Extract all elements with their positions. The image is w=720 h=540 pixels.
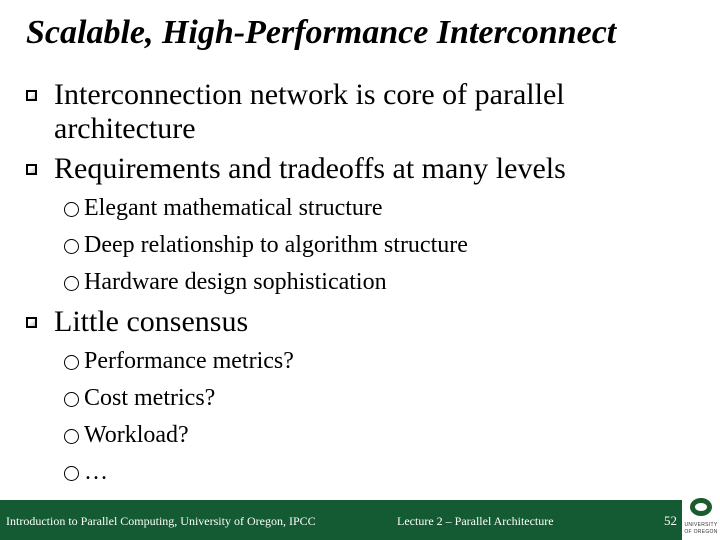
circle-bullet-icon — [64, 392, 79, 407]
slide-title: Scalable, High-Performance Interconnect — [26, 14, 617, 51]
footer-course-text: Introduction to Parallel Computing, University of Oregon, IPCC — [6, 514, 316, 528]
sub-bullet-item — [64, 457, 108, 487]
page-number: 52 — [664, 513, 677, 528]
sub-bullet-text: Cost metrics? — [84, 385, 216, 411]
square-bullet-icon — [26, 305, 54, 339]
sub-bullet-text: Workload? — [84, 422, 189, 448]
sub-bullet-text: Elegant mathematical structure — [84, 195, 383, 221]
circle-bullet-icon — [64, 239, 79, 254]
university-logo — [682, 494, 720, 540]
sub-bullet-item — [64, 346, 294, 376]
bullet-text: Little consensus — [54, 305, 249, 338]
bullet-text: Interconnection network is core of parallel architecture — [54, 78, 565, 145]
logo-text-line1: UNIVERSITY — [684, 522, 718, 528]
logo-text-line2: OF OREGON — [684, 529, 718, 535]
sub-bullet-item — [64, 420, 189, 450]
bullet-item — [26, 152, 666, 186]
circle-bullet-icon — [64, 202, 79, 217]
sub-bullet-text: Hardware design sophistication — [84, 269, 387, 295]
bullet-item — [26, 305, 666, 339]
sub-bullet-item — [64, 383, 215, 413]
bullet-item — [26, 78, 626, 146]
sub-bullet-item — [64, 230, 468, 260]
bullet-text: Requirements and tradeoffs at many levels — [54, 152, 566, 185]
oregon-o-icon — [690, 498, 712, 516]
sub-bullet-text: Performance metrics? — [84, 348, 294, 374]
square-bullet-icon — [26, 78, 54, 112]
sub-bullet-item — [64, 193, 383, 223]
footer-bar — [0, 500, 682, 540]
sub-bullet-item — [64, 267, 387, 297]
circle-bullet-icon — [64, 276, 79, 291]
sub-bullet-text: … — [84, 459, 108, 485]
circle-bullet-icon — [64, 429, 79, 444]
sub-bullet-text: Deep relationship to algorithm structure — [84, 232, 468, 258]
circle-bullet-icon — [64, 466, 79, 481]
footer-lecture-text: Lecture 2 – Parallel Architecture — [397, 514, 554, 528]
circle-bullet-icon — [64, 355, 79, 370]
square-bullet-icon — [26, 152, 54, 186]
